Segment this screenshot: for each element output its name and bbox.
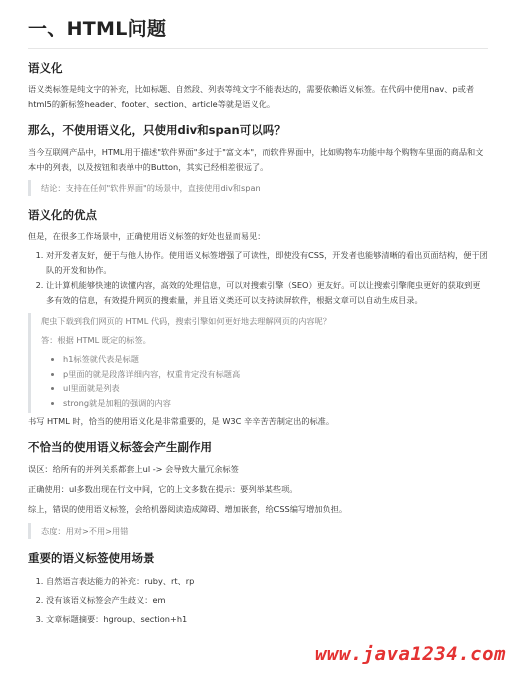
list-item: 1. 对开发者友好，便于与他人协作。使用语义标签增强了可读性，即使没有CSS，开发者也能够清晰的看出页面结构，便于团队的开发和协作。 [46,248,488,278]
list-item: • p里面的就是段落详细内容，权重肯定没有标题高 [63,367,488,382]
quote-conclusion: 结论：支持在任何"软件界面"的场景中，直接使用div和span [28,180,488,196]
list-item: 3. 文章标题摘要：hgroup、section+h1 [46,610,488,629]
heading-semantic: 语义化 [28,61,63,75]
heading-advantages: 语义化的优点 [28,208,97,222]
list-item: • ul里面就是列表 [63,381,488,396]
paragraph-misuse-3: 综上，错误的使用语义标签，会给机器阅读造成障碍、增加嵌套，给CSS编写增加负担。 [28,504,348,514]
paragraph-advantages-outro: 书写 HTML 时，恰当的使用语义化是非常重要的，是 W3C 辛辛苦苦制定出的标准。 [28,416,335,426]
list-item: • h1标签就代表是标题 [63,352,488,367]
list-item: 1. 自然语言表达能力的补充：ruby、rt、rp [46,572,488,591]
paragraph-advantages-intro: 但是，在很多工作场景中，正确使用语义标签的好处也显而易见： [28,231,266,241]
page-title: 一、HTML问题 [28,14,488,49]
paragraph-semantic: 语义类标签是纯文字的补充，比如标题、自然段、列表等纯文字不能表达的，需要依赖语义标签。在代码中使用nav、p或者html5的新标签header、footer、section、article等就是语义化。 [28,84,475,109]
heading-scenes: 重要的语义标签使用场景 [28,551,155,565]
paragraph-misuse-1: 误区：给所有的并列关系都套上ul -> 会导致大量冗余标签 [28,464,239,474]
scenes-list [28,572,488,629]
quote-question: 爬虫下载到我们网页的 HTML 代码，搜索引擎如何更好地去理解网页的内容呢？ [41,316,331,326]
list-item: 2. 让计算机能够快速的读懂内容，高效的处理信息，可以对搜索引擎（SEO）更友好。可以让搜索引擎爬虫更好的获取到更多有效的信息，有效提升网页的搜索量，并且语义类还可以支持读屏软件，根据文章可以自动生成目录。 [46,278,488,308]
quote-seo [28,313,488,413]
tag-list [41,352,488,410]
list-item: 2. 没有该语义标签会产生歧义：em [46,591,488,610]
watermark-text: www.java1234.com [314,643,506,665]
quote-attitude: 态度：用对>不用>用错 [28,523,488,539]
quote-answer: 答：根据 HTML 既定的标签。 [41,335,151,345]
list-item: • strong就是加粗的强调的内容 [63,396,488,411]
advantages-list [28,248,488,308]
heading-why: 那么，不使用语义化，只使用div和span可以吗？ [28,123,286,137]
paragraph-why: 当今互联网产品中，HTML用于描述"软件界面"多过于"富文本"，而软件界面中，比如购物车功能中每个购物车里面的商品和文本中的列表，以及按钮和表单中的Button，其实已经相差很远了。 [28,147,484,172]
heading-misuse: 不恰当的使用语义标签会产生副作用 [28,440,212,454]
paragraph-misuse-2: 正确使用：ul多数出现在行文中间，它的上文多数在提示：要列举某些项。 [28,484,298,494]
document-page [28,14,488,629]
